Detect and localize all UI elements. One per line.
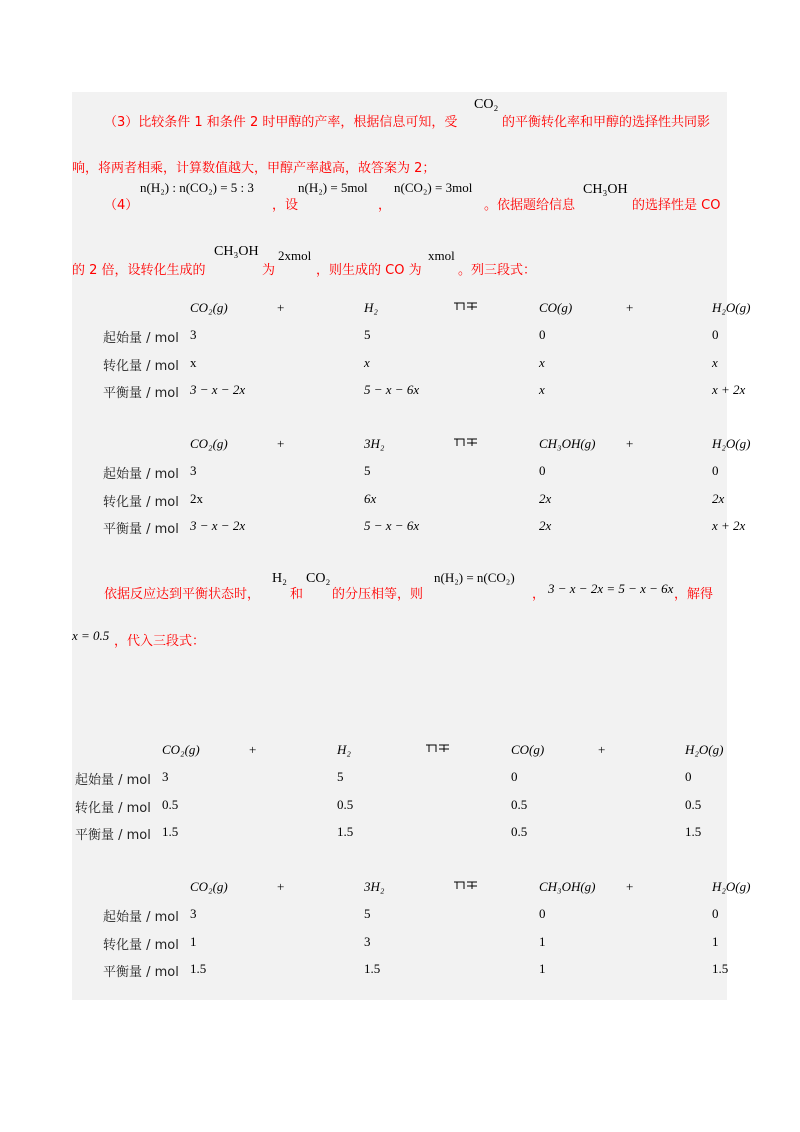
t3-r0-c2: 0 [511, 769, 518, 784]
t4-h4: + [626, 879, 634, 894]
p4-text3: ，则生成的 CO 为 [316, 263, 422, 278]
p5-text4: ，代入三段式： [114, 634, 206, 649]
t3-r2-label: 平衡量 / mol [75, 828, 151, 843]
t2-r0-c3: 0 [712, 463, 719, 478]
p5-eq1: n(H₂) = n(CO₂) [434, 570, 515, 585]
p4-text2: 的选择性是 CO [632, 198, 721, 213]
t4-h0: CO₂(g) [190, 879, 228, 894]
t1-r0-c0: 3 [190, 327, 197, 342]
t4-r1-label: 转化量 / mol [103, 938, 179, 953]
t2-r0-c0: 3 [190, 463, 197, 478]
t1-h4: + [626, 300, 634, 315]
t3-r2-c2: 0.5 [511, 824, 528, 839]
t1-h3: CO(g) [539, 300, 573, 315]
t3-h2: H₂ [337, 742, 351, 757]
t3-r1-c1: 0.5 [337, 797, 354, 812]
t1-r2-c2: x [539, 382, 545, 397]
t2-r0-c2: 0 [539, 463, 546, 478]
t3-r1-label: 转化量 / mol [75, 801, 151, 816]
p5-xval: x = 0.5 [72, 628, 110, 643]
p4-xmol: xmol [428, 248, 455, 263]
p4-number: （4） [104, 198, 139, 213]
t4-r0-label: 起始量 / mol [103, 910, 179, 925]
t2-r0-c1: 5 [364, 463, 371, 478]
t3-r0-c3: 0 [685, 769, 692, 784]
equilibrium-sign-icon [453, 879, 479, 891]
t3-r1-c3: 0.5 [685, 797, 702, 812]
p4-line2a: 的 2 倍，设转化生成的 [72, 263, 206, 278]
t2-r2-c3: x + 2x [712, 518, 746, 533]
t4-h3: CH₃OH(g) [539, 879, 596, 894]
t3-h0: CO₂(g) [162, 742, 200, 757]
t4-h1: + [277, 879, 285, 894]
t4-r2-c0: 1.5 [190, 961, 207, 976]
t4-r2-c3: 1.5 [712, 961, 729, 976]
t4-r1-c3: 1 [712, 934, 719, 949]
t4-r1-c1: 3 [364, 934, 371, 949]
t3-r1-c0: 0.5 [162, 797, 179, 812]
t1-r1-label: 转化量 / mol [103, 359, 179, 374]
p4-2xmol: 2xmol [278, 248, 312, 263]
t1-h5: H₂O(g) [712, 300, 751, 315]
p3-text-a: （3）比较条件 1 和条件 2 时甲醇的产率，根据信息可知，受 [104, 115, 458, 130]
solution-panel [72, 92, 727, 1000]
t4-r1-c2: 1 [539, 934, 546, 949]
t3-r2-c0: 1.5 [162, 824, 179, 839]
t3-h4: + [598, 742, 606, 757]
t2-h3: CH₃OH(g) [539, 436, 596, 451]
t3-r2-c3: 1.5 [685, 824, 702, 839]
p5-text2: 的分压相等，则 [332, 587, 424, 602]
p4-wei: 为 [262, 263, 276, 278]
p4-text4: 。列三段式： [458, 263, 537, 278]
equilibrium-sign-icon [425, 742, 451, 754]
t3-h3: CO(g) [511, 742, 545, 757]
t4-r0-c1: 5 [364, 906, 371, 921]
t1-r1-c2: x [539, 355, 545, 370]
t4-r2-c2: 1 [539, 961, 546, 976]
t1-h2: H₂ [364, 300, 378, 315]
t3-h1: + [249, 742, 257, 757]
t2-h2: 3H₂ [364, 436, 385, 451]
t1-r1-c0: x [190, 355, 197, 370]
t2-h4: + [626, 436, 634, 451]
t2-r1-c3: 2x [712, 491, 725, 506]
t4-h5: H₂O(g) [712, 879, 751, 894]
t3-r1-c2: 0.5 [511, 797, 528, 812]
t1-r2-c0: 3 − x − 2x [190, 382, 246, 397]
t3-r2-c1: 1.5 [337, 824, 354, 839]
p4-she: ，设 [272, 198, 299, 213]
t4-h2: 3H₂ [364, 879, 385, 894]
t2-r1-c1: 6x [364, 491, 377, 506]
p5-eq2: 3 − x − 2x = 5 − x − 6x [548, 581, 674, 596]
t3-r0-c1: 5 [337, 769, 344, 784]
t2-h1: + [277, 436, 285, 451]
t1-r0-label: 起始量 / mol [103, 331, 179, 346]
t3-r0-c0: 3 [162, 769, 169, 784]
p3-line2: 响，将两者相乘，计算数值越大，甲醇产率越高，故答案为 2； [72, 161, 436, 176]
p4-ch3oh-formula-2: CH₃OH [214, 244, 259, 259]
t1-h1: + [277, 300, 285, 315]
p4-ratio-formula: n(H₂) : n(CO₂) = 5 : 3 [140, 180, 254, 195]
t2-h0: CO₂(g) [190, 436, 228, 451]
t2-r2-c1: 5 − x − 6x [364, 518, 420, 533]
t2-r1-c2: 2x [539, 491, 552, 506]
p5-h2-formula: H₂ [272, 571, 287, 586]
t1-h0: CO₂(g) [190, 300, 228, 315]
p4-text1: 。依据题给信息 [484, 198, 576, 213]
p4-ch3oh-formula: CH₃OH [583, 182, 628, 197]
t4-r2-label: 平衡量 / mol [103, 965, 179, 980]
t2-r1-label: 转化量 / mol [103, 495, 179, 510]
t4-r1-c0: 1 [190, 934, 197, 949]
t4-r0-c2: 0 [539, 906, 546, 921]
p4-comma: ， [378, 198, 392, 213]
t2-r2-label: 平衡量 / mol [103, 522, 179, 537]
t1-r0-c1: 5 [364, 327, 371, 342]
t2-h5: H₂O(g) [712, 436, 751, 451]
t1-r2-c1: 5 − x − 6x [364, 382, 420, 397]
t2-r2-c0: 3 − x − 2x [190, 518, 246, 533]
t1-r2-c3: x + 2x [712, 382, 746, 397]
p3-line1 [104, 111, 457, 130]
equilibrium-sign-icon [453, 436, 479, 448]
p3-text-b: 的平衡转化率和甲醇的选择性共同影 [502, 115, 711, 130]
t2-r0-label: 起始量 / mol [103, 467, 179, 482]
equilibrium-sign-icon [453, 300, 479, 312]
p5-comma: ， [532, 587, 546, 602]
t1-r2-label: 平衡量 / mol [103, 386, 179, 401]
p3-co2-formula: CO₂ [474, 97, 499, 112]
p5-text1: 依据反应达到平衡状态时， [104, 587, 261, 602]
t1-r0-c2: 0 [539, 327, 546, 342]
t1-r1-c1: x [364, 355, 370, 370]
p4-co2-formula: n(CO₂) = 3mol [394, 180, 473, 195]
t2-r1-c0: 2x [190, 491, 203, 506]
t3-r0-label: 起始量 / mol [75, 773, 151, 788]
p4-h2-formula: n(H₂) = 5mol [298, 180, 368, 195]
t1-r1-c3: x [712, 355, 718, 370]
p5-he: 和 [290, 587, 304, 602]
p5-text3: ，解得 [674, 587, 714, 602]
t4-r0-c0: 3 [190, 906, 197, 921]
t1-r0-c3: 0 [712, 327, 719, 342]
t2-r2-c2: 2x [539, 518, 552, 533]
p5-co2-formula: CO₂ [306, 571, 331, 586]
t4-r2-c1: 1.5 [364, 961, 381, 976]
t4-r0-c3: 0 [712, 906, 719, 921]
t3-h5: H₂O(g) [685, 742, 724, 757]
